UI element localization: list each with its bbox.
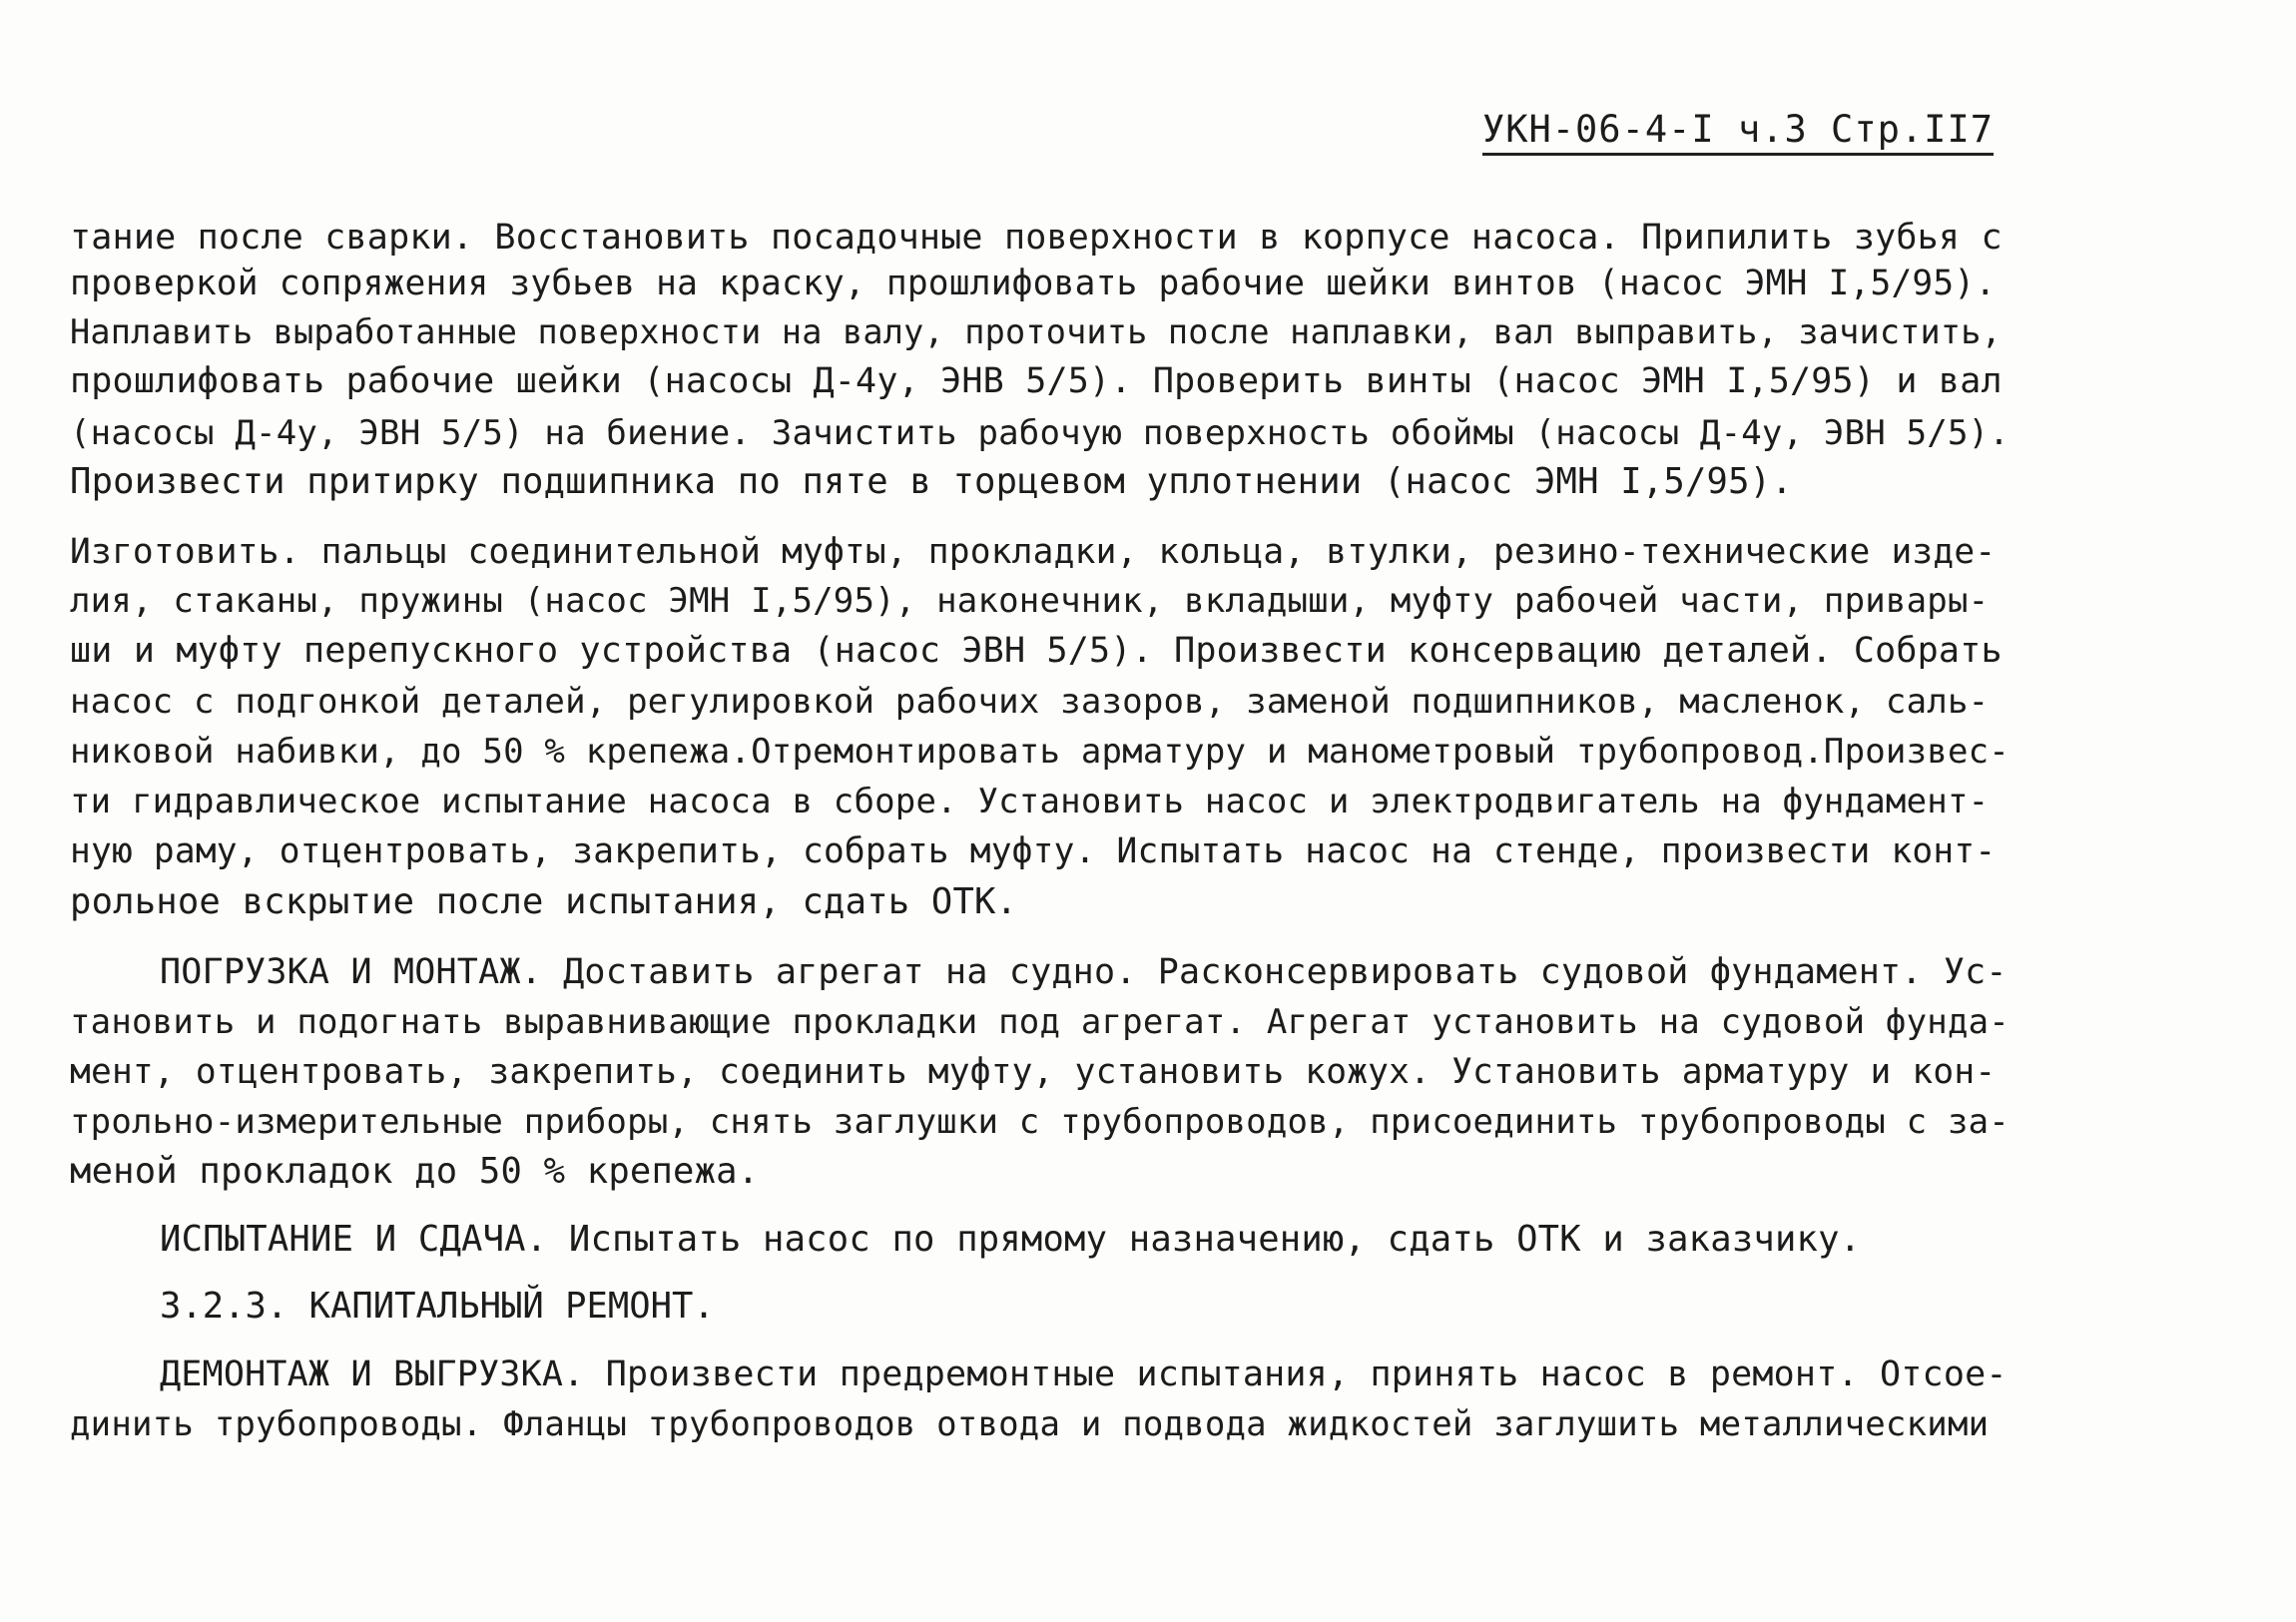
text-line: ши и муфту перепускного устройства (насос ЭВН 5/5). Произвести консервацию деталей. Собрать	[70, 631, 2003, 671]
text-line: (насосы Д-4у, ЭВН 5/5) на биение. Зачистить рабочую поверхность обоймы (насосы Д-4у, ЭВН 5/5).	[70, 413, 2009, 453]
text-line: динить трубопроводы. Фланцы трубопроводов отвода и подвода жидкостей заглушить металлическими	[70, 1404, 1990, 1444]
page-header: УКН-06-4-I ч.3 Стр.II7	[1482, 108, 1994, 156]
text-line: лия, стаканы, пружины (насос ЭМН I,5/95), наконечник, вкладыши, муфту рабочей части, привары-	[70, 581, 1990, 621]
text-line: мент, отцентровать, закрепить, соединить муфту, установить кожух. Установить арматуру и кон-	[70, 1052, 1997, 1092]
text-line: ПОГРУЗКА И МОНТАЖ. Доставить агрегат на судно. Расконсервировать судовой фундамент. Ус-	[160, 952, 2008, 992]
text-line: Произвести притирку подшипника по пяте в торцевом уплотнении (насос ЭМН I,5/95).	[70, 461, 1793, 502]
text-line: тановить и подогнать выравнивающие прокладки под агрегат. Агрегат установить на судовой фунда-	[70, 1002, 2009, 1042]
section-heading: 3.2.3. КАПИТАЛЬНЫЙ РЕМОНТ.	[160, 1286, 715, 1327]
text-line: Изготовить. пальцы соединительной муфты, прокладки, кольца, втулки, резино-технические изде-	[70, 532, 1997, 572]
text-line: проверкой сопряжения зубьев на краску, прошлифовать рабочие шейки винтов (насос ЭМН I,5/95).	[70, 264, 1997, 303]
text-line: прошлифовать рабочие шейки (насосы Д-4у, ЭНВ 5/5). Проверить винты (насос ЭМН I,5/95) и вал	[70, 361, 2003, 401]
text-line: рольное вскрытие после испытания, сдать ОТК.	[70, 881, 1018, 922]
text-line: ную раму, отцентровать, закрепить, собрать муфту. Испытать насос на стенде, произвести конт-	[70, 831, 1997, 871]
text-line: насос с подгонкой деталей, регулировкой рабочих зазоров, заменой подшипников, масленок, саль-	[70, 682, 1990, 722]
text-line: трольно-измерительные приборы, снять заглушки с трубопроводов, присоединить трубопроводы с за-	[70, 1102, 2009, 1142]
text-line: меной прокладок до 50 % крепежа.	[70, 1151, 760, 1192]
text-line: тание после сварки. Восстановить посадочные поверхности в корпусе насоса. Припилить зубья с	[70, 218, 2003, 258]
text-line: ИСПЫТАНИЕ И СДАЧА. Испытать насос по прямому назначению, сдать ОТК и заказчику.	[160, 1219, 1862, 1260]
text-line: никовой набивки, до 50 % крепежа.Отремонтировать арматуру и манометровый трубопровод.Произвес-	[70, 732, 2009, 772]
text-line: ти гидравлическое испытание насоса в сборе. Установить насос и электродвигатель на фундамент-	[70, 782, 1990, 821]
text-line: Наплавить выработанные поверхности на валу, проточить после наплавки, вал выправить, зачистить,	[70, 312, 2003, 351]
text-line: ДЕМОНТАЖ И ВЫГРУЗКА. Произвести предремонтные испытания, принять насос в ремонт. Отсое-	[160, 1354, 2008, 1394]
